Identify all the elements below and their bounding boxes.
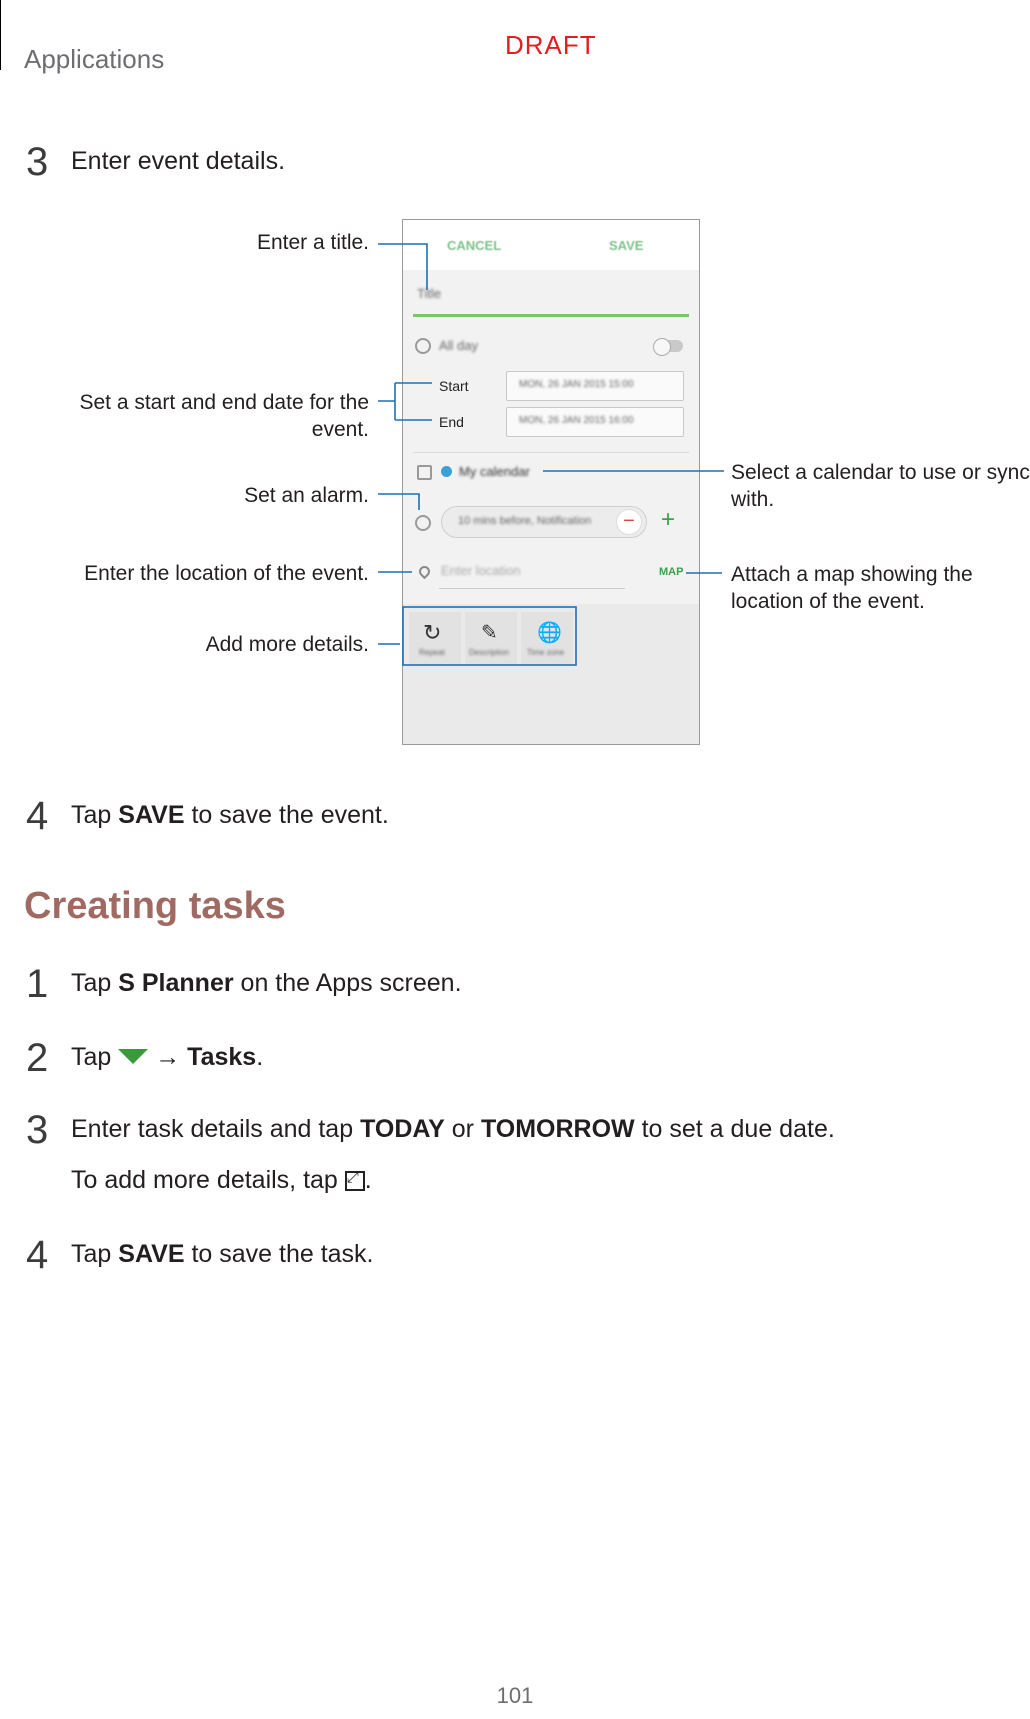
step-number: 4 xyxy=(26,794,49,838)
step-text: Enter event details. xyxy=(71,147,286,175)
callout-calendar-line2: with. xyxy=(731,488,775,511)
callout-location: Enter the location of the event. xyxy=(84,562,369,585)
save-label: SAVE xyxy=(118,1240,185,1268)
callout-alarm: Set an alarm. xyxy=(244,484,369,507)
location-input[interactable]: Enter location xyxy=(441,563,521,578)
cancel-button[interactable]: CANCEL xyxy=(447,238,502,253)
step-number: 3 xyxy=(26,1108,49,1152)
end-date-field[interactable]: MON, 26 JAN 2015 16:00 xyxy=(506,407,684,437)
today-label: TODAY xyxy=(360,1115,445,1143)
step-text: Tap S Planner on the Apps screen. xyxy=(71,969,462,997)
calendar-selector[interactable]: My calendar xyxy=(459,464,530,479)
callout-title: Enter a title. xyxy=(256,231,369,254)
save-button[interactable]: SAVE xyxy=(609,238,644,253)
draft-watermark: DRAFT xyxy=(505,30,597,60)
end-label: End xyxy=(439,414,464,430)
step-number: 1 xyxy=(26,962,49,1006)
step-text: Enter task details and tap TODAY or TOMORROW to set a due date. xyxy=(71,1115,835,1143)
title-input[interactable]: Title xyxy=(417,286,442,301)
callout-dates-line2: event. xyxy=(311,418,369,441)
callout-more: Add more details. xyxy=(205,633,369,656)
callout-calendar-line1: Select a calendar to use or sync xyxy=(731,461,1030,484)
step-number: 2 xyxy=(26,1036,49,1080)
alarm-pill[interactable]: 10 mins before, Notification − xyxy=(441,506,647,538)
step-number: 3 xyxy=(26,140,49,184)
callout-map-line1: Attach a map showing the xyxy=(731,563,973,586)
dropdown-triangle-icon xyxy=(118,1049,148,1064)
start-date-field[interactable]: MON, 26 JAN 2015 15:00 xyxy=(506,371,684,401)
map-button[interactable]: MAP xyxy=(659,566,684,578)
step-text: Tap SAVE to save the event. xyxy=(71,801,389,829)
more-item-repeat[interactable]: ↻ Repeat xyxy=(409,612,461,664)
remove-alarm-icon[interactable]: − xyxy=(616,509,642,535)
callout-map-line2: location of the event. xyxy=(731,590,925,613)
section-heading: Creating tasks xyxy=(24,885,286,927)
tomorrow-label: TOMORROW xyxy=(480,1115,635,1143)
repeat-icon: ↻ xyxy=(423,620,442,645)
page-number: 101 xyxy=(496,1683,534,1708)
save-label: SAVE xyxy=(118,801,185,829)
step-text: Tap → Tasks. xyxy=(71,1043,264,1071)
s-planner-label: S Planner xyxy=(118,969,234,997)
step-subtext: To add more details, tap ⤢. xyxy=(71,1165,372,1195)
start-label: Start xyxy=(439,378,469,394)
tasks-label: Tasks xyxy=(187,1043,257,1071)
callout-dates-line1: Set a start and end date for the xyxy=(79,391,369,414)
step-text: Tap SAVE to save the task. xyxy=(71,1240,374,1268)
more-item-timezone[interactable]: 🌐 Time zone xyxy=(521,612,573,664)
expand-icon xyxy=(345,1171,365,1191)
all-day-label: All day xyxy=(439,338,479,353)
description-icon: ✎ xyxy=(481,622,498,644)
section-label: Applications xyxy=(24,44,165,74)
globe-icon: 🌐 xyxy=(537,622,562,644)
add-alarm-icon[interactable]: + xyxy=(661,506,676,533)
step-number: 4 xyxy=(26,1233,49,1277)
more-item-description[interactable]: ✎ Description xyxy=(465,612,517,664)
